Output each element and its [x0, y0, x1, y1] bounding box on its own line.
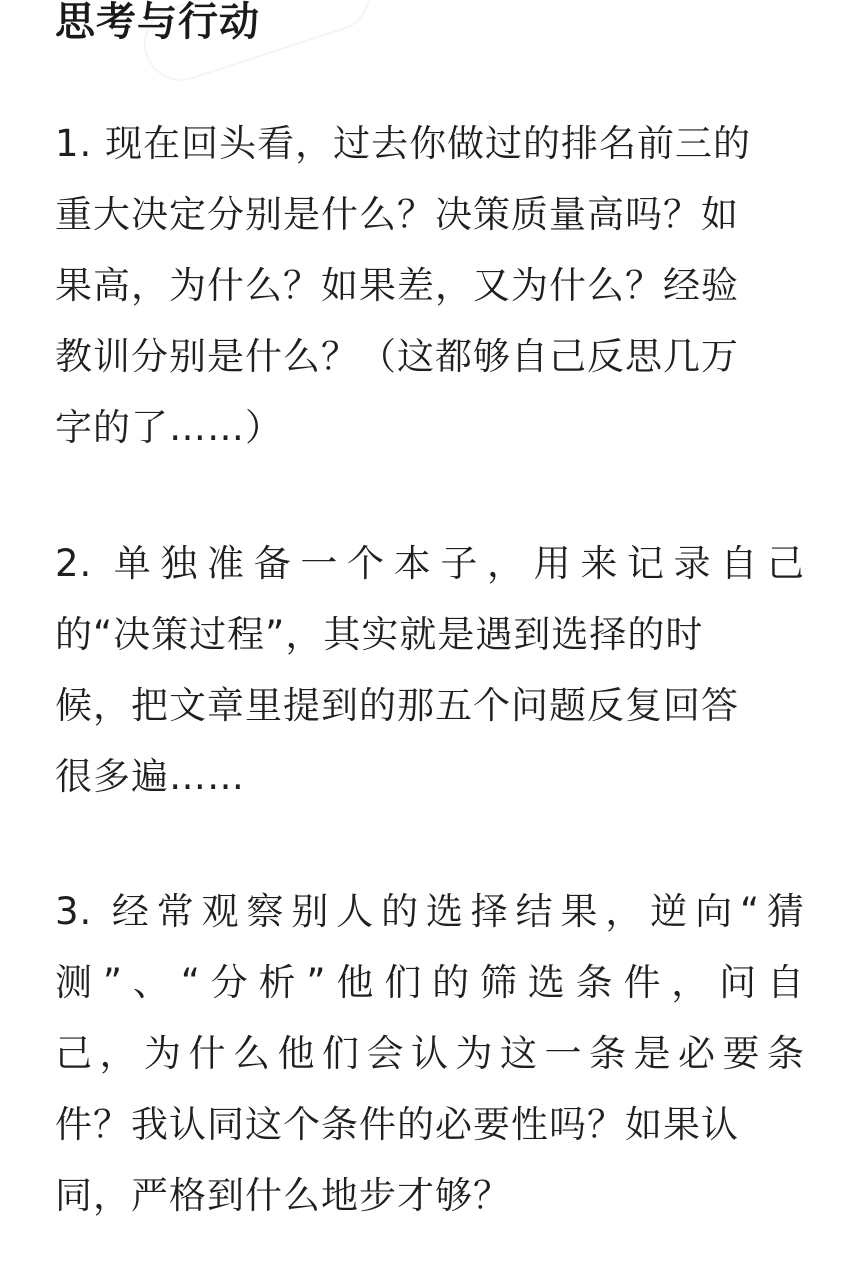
paragraph-1: [55, 108, 805, 463]
paragraph-3: [55, 876, 805, 1231]
paragraph-line: 重大决定分别是什么？决策质量高吗？如: [55, 193, 739, 236]
paragraph-line: 字的了……）: [55, 406, 283, 449]
paragraph-line: 果高，为什么？如果差，又为什么？经验: [55, 264, 739, 307]
section-heading: 思考与行动: [55, 0, 260, 45]
paragraph-line: 的“决策过程”，其实就是遇到选择的时: [55, 613, 704, 656]
paragraph-2: [55, 528, 805, 812]
paragraph-line: 候，把文章里提到的那五个问题反复回答: [55, 684, 739, 727]
paragraph-line: 1. 现在回头看，过去你做过的排名前三的: [55, 122, 752, 165]
paragraph-line: 教训分别是什么？（这都够自己反思几万: [55, 335, 739, 378]
paragraph-line: 很多遍……: [55, 755, 245, 798]
paragraph-line: 3. 经常观察别人的选择结果，逆向“猜: [55, 890, 805, 933]
paragraph-line: 测”、“分析”他们的筛选条件，问自: [55, 961, 805, 1004]
paragraph-line: 2. 单独准备一个本子，用来记录自己: [55, 542, 805, 585]
paragraph-line: 同，严格到什么地步才够？: [55, 1174, 511, 1217]
paragraph-line: 件？我认同这个条件的必要性吗？如果认: [55, 1103, 739, 1146]
paragraph-line: 己，为什么他们会认为这一条是必要条: [55, 1032, 805, 1075]
